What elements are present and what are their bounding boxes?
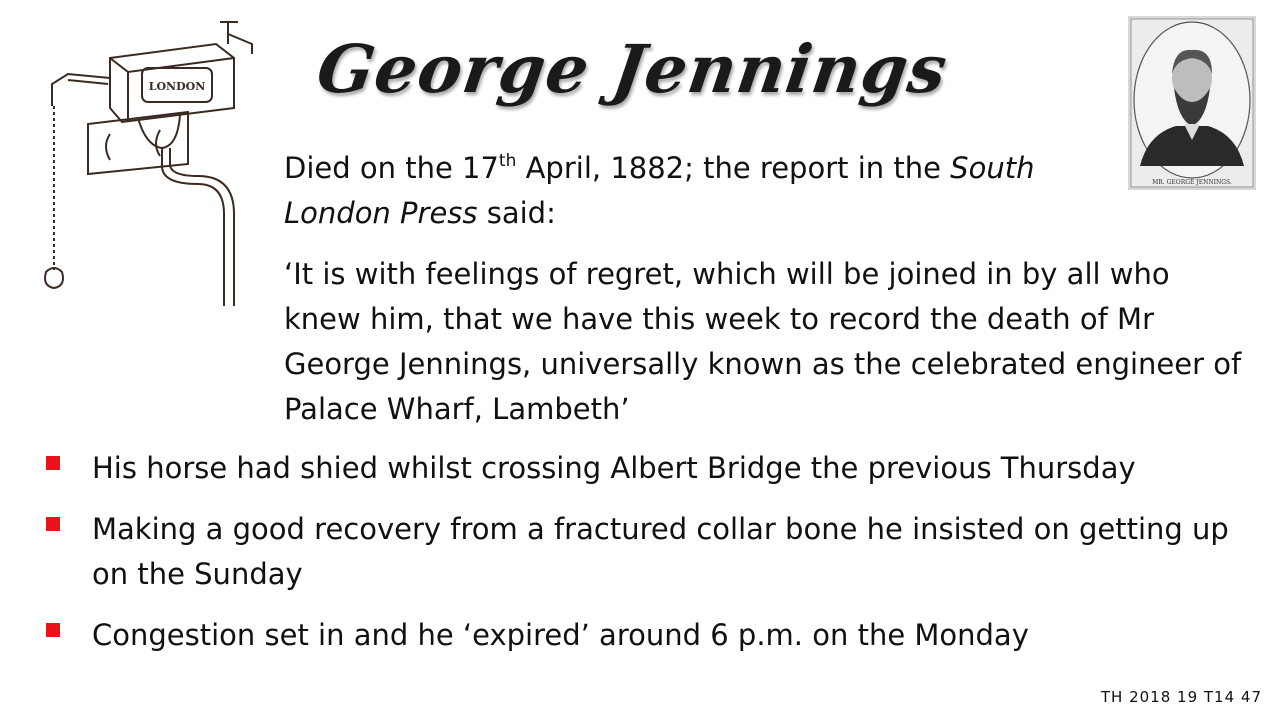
bullet-square-icon: [46, 517, 60, 531]
quote-paragraph: ‘It is with feelings of regret, which will be joined in by all who knew him, that we have this week to record the death of Mr George Jennings, universally known as the celebrated engineer of Palace Wharf, Lambeth’: [284, 257, 1242, 426]
bullet-item: [46, 507, 1246, 597]
bullet-text: His horse had shied whilst crossing Albert Bridge the previous Thursday: [92, 451, 1136, 485]
bullet-text: Making a good recovery from a fractured collar bone he insisted on getting up on the Sunday: [92, 512, 1229, 591]
bullet-list: [46, 446, 1246, 674]
bullet-text: Congestion set in and he ‘expired’ around 6 p.m. on the Monday: [92, 618, 1029, 652]
intro-paragraph: [284, 146, 1084, 236]
bullet-item: [46, 446, 1246, 491]
portrait-photo: [1128, 16, 1256, 190]
intro-superscript: th: [498, 151, 517, 171]
page-title: George Jennings: [312, 30, 953, 108]
intro-text-2: April, 1882; the report in the: [516, 151, 951, 185]
slide-footer: TH 2018 19 T14 47: [1100, 688, 1262, 706]
cistern-label: LONDON: [148, 80, 206, 93]
intro-text-3: said:: [477, 196, 556, 230]
intro-text-1: Died on the 17: [284, 151, 499, 185]
cistern-illustration: [38, 14, 270, 310]
bullet-item: [46, 613, 1246, 658]
bullet-square-icon: [46, 456, 60, 470]
newspaper-name: South London Press: [284, 151, 1035, 230]
portrait-caption: MR. GEORGE JENNINGS.: [1152, 179, 1232, 186]
bullet-square-icon: [46, 623, 60, 637]
